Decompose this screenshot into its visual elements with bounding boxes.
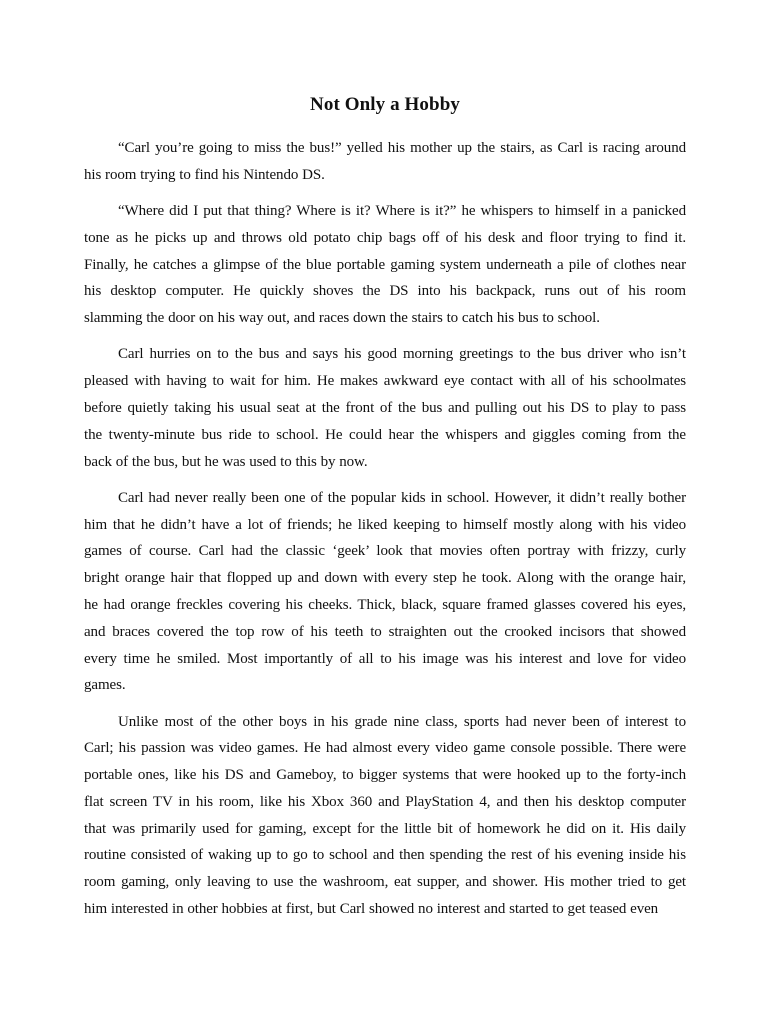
paragraph [84, 135, 686, 189]
text-line: and braces covered the top row of his teeth to straighten out the crooked incisors that showed [84, 623, 686, 640]
paragraph [84, 341, 686, 475]
text-line: Carl hurries on to the bus and says his good morning greetings to the bus driver who isn’t [118, 346, 686, 363]
paragraph [84, 709, 686, 923]
paragraph [84, 485, 686, 699]
text-line: games. [84, 677, 126, 694]
text-line: Finally, he catches a glimpse of the blue portable gaming system underneath a pile of clothes near [84, 256, 686, 273]
text-line: slamming the door on his way out, and races down the stairs to catch his bus to school. [84, 310, 600, 327]
text-line: portable ones, like his DS and Gameboy, to bigger systems that were hooked up to the forty-inch [84, 767, 686, 784]
text-line: “Carl you’re going to miss the bus!” yelled his mother up the stairs, as Carl is racing around [118, 140, 686, 156]
text-line: Carl; his passion was video games. He had almost every video game console possible. There were [84, 740, 686, 757]
text-line: “Where did I put that thing? Where is it? Where is it?” he whispers to himself in a panicked [118, 202, 686, 219]
text-line: Carl had never really been one of the popular kids in school. However, it didn’t really bother [118, 489, 686, 506]
text-line: his desktop computer. He quickly shoves the DS into his backpack, runs out of his room [84, 283, 686, 300]
text-line: before quietly taking his usual seat at the front of the bus and pulling out his DS to play to pass [84, 399, 686, 416]
text-line: pleased with having to wait for him. He makes awkward eye contact with all of his schoolmates [84, 373, 686, 390]
text-line: routine consisted of waking up to go to school and then spending the rest of his evening inside his [84, 847, 686, 864]
text-line: him that he didn’t have a lot of friends; he liked keeping to himself mostly along with his video [84, 516, 686, 533]
paragraph [84, 198, 686, 332]
text-line: him interested in other hobbies at first, but Carl showed no interest and started to get teased even [84, 901, 659, 918]
text-line: his room trying to find his Nintendo DS. [84, 166, 325, 183]
text-line: the twenty-minute bus ride to school. He could hear the whispers and giggles coming from the [84, 426, 686, 443]
text-line: flat screen TV in his room, like his Xbox 360 and PlayStation 4, and then his desktop computer [84, 793, 686, 810]
text-line: back of the bus, but he was used to this by now. [84, 453, 368, 470]
text-line: games of course. Carl had the classic ‘geek’ look that movies often portray with frizzy, curly [84, 543, 686, 560]
text-line: he had orange freckles covering his cheeks. Thick, black, square framed glasses covered his eyes, [84, 596, 686, 613]
text-line: that was primarily used for gaming, except for the little bit of homework he did on it. His daily [84, 820, 686, 837]
text-line: Unlike most of the other boys in his grade nine class, sports had never been of interest to [118, 713, 686, 730]
text-line: bright orange hair that flopped up and down with every step he took. Along with the orange hair, [84, 570, 686, 587]
text-line: tone as he picks up and throws old potato chip bags off of his desk and floor trying to find it. [84, 229, 686, 246]
text-line: every time he smiled. Most importantly of all to his image was his interest and love for video [84, 650, 686, 667]
text-line: room gaming, only leaving to use the washroom, eat supper, and shower. His mother tried to get [84, 874, 686, 891]
document-body [84, 135, 686, 923]
document-title: Not Only a Hobby [310, 94, 460, 115]
